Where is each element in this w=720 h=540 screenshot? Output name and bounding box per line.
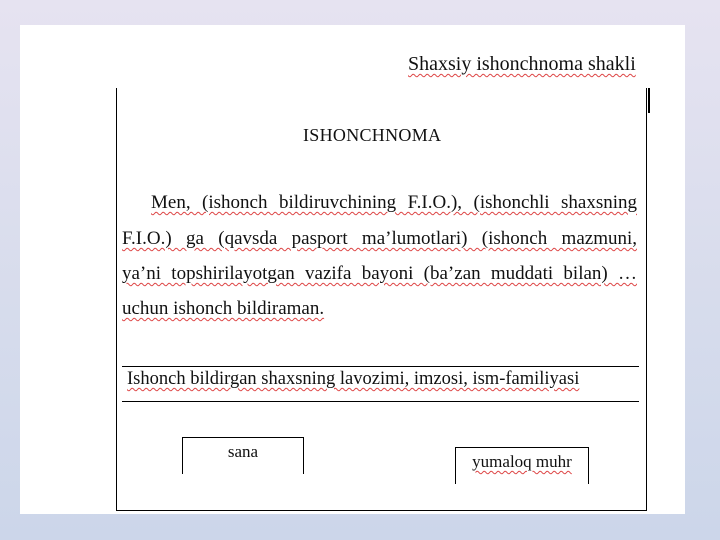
form-title: Shaxsiy ishonchnoma shakli [408,53,636,75]
frame-border-right [646,88,647,511]
signature-rule-bottom [122,401,639,402]
document-heading: ISHONCHNOMA [303,125,442,145]
seal-box [455,447,589,484]
frame-border-bottom [116,510,647,511]
signature-rule-top [122,366,639,367]
frame-border-left [116,88,117,511]
document-page [20,25,685,514]
seal-box-label: yumaloq muhr [472,452,572,471]
body-line-2: F.I.O.) ga (qavsda pasport ma’lumotlari) (ishonch mazmuni, [122,228,637,249]
signature-caption: Ishonch bildirgan shaxsning lavozimi, imzosi, ism-familiyasi [127,369,580,389]
body-line-4: uchun ishonch bildiraman. [122,298,325,319]
date-box [182,437,304,474]
body-line-1: Men, (ishonch bildiruvchining F.I.O.), (ishonchli shaxsning [151,192,637,213]
date-box-label: sana [227,442,259,461]
frame-border-right-double [648,88,650,113]
body-line-3: ya’ni topshirilayotgan vazifa bayoni (ba’zan muddati bilan) … [122,263,637,284]
